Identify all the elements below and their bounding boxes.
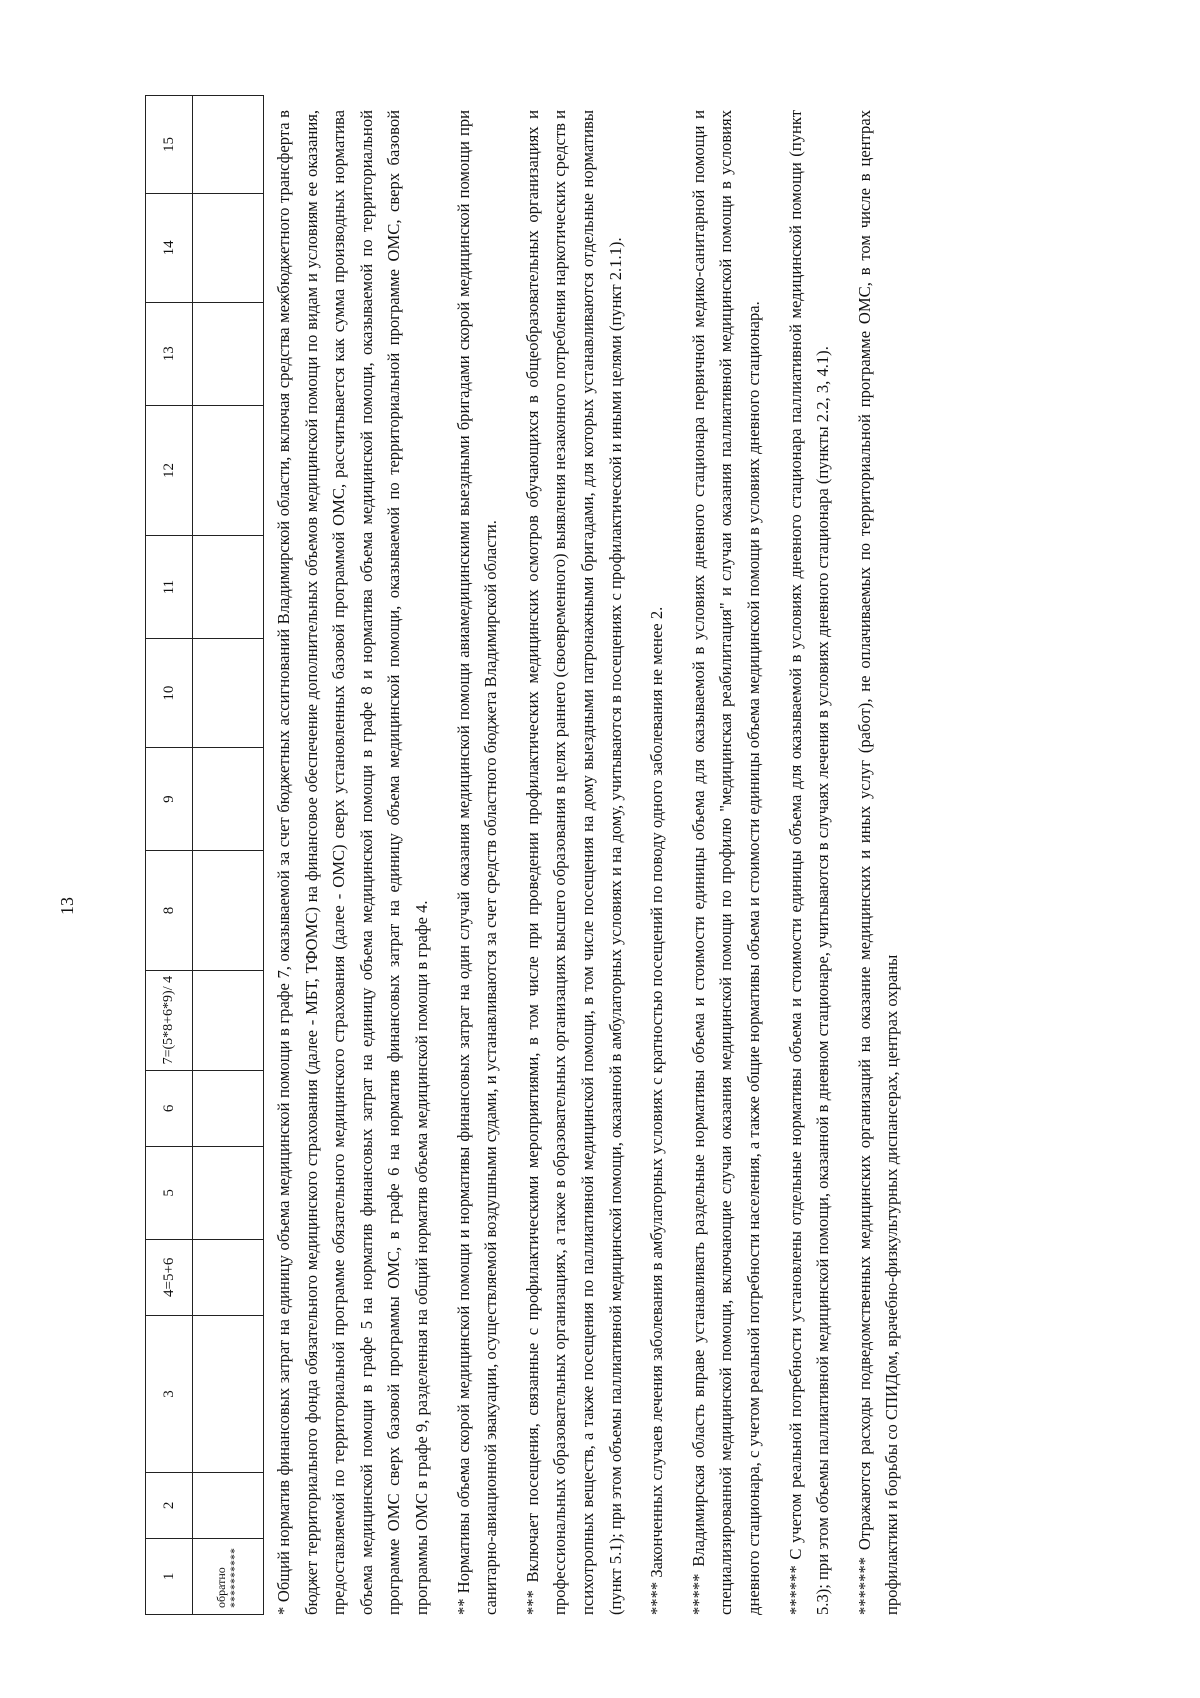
table-cell: обратно ********** <box>193 1538 264 1614</box>
header-cell: 11 <box>146 536 193 639</box>
table-cell <box>193 1070 264 1146</box>
header-cell: 1 <box>146 1538 193 1614</box>
rotated-page-content <box>57 95 1185 1615</box>
header-cell: 13 <box>146 302 193 405</box>
table-cell <box>193 639 264 748</box>
footnote: ******* Отражаются расходы подведомственных медицинских организаций на оказание медицинских и иных услуг (работ), не оплачиваемых по территориальной программе ОМС, в том числе в центрах профилактики и борьбы со СПИДом, врачебно-физкультурных диспансерах, центрах охраны <box>854 110 902 1615</box>
header-cell: 5 <box>146 1147 193 1240</box>
header-cell: 15 <box>146 96 193 194</box>
header-cell: 7=(5*8+6*9)/ 4 <box>146 970 193 1070</box>
header-cell: 3 <box>146 1315 193 1472</box>
footnote: ****** С учетом реальной потребности установлены отдельные нормативы объема и стоимости единицы объема для оказываемой в условиях дневного стационара паллиативной медицинской помощи (пункт 5.3); при этом объемы паллиативной медицинской помощи, оказанной в дневном стационаре, учитываются в случаях лечения в условиях дневного стационара (пункты 2.2, 3, 4.1). <box>785 110 833 1615</box>
footnote: **** Законченных случаев лечения заболевания в амбулаторных условиях с кратностью посещений по поводу одного заболевания не менее 2. <box>647 606 667 1615</box>
footnote: ***** Владимирская область вправе устанавливать раздельные нормативы объема и стоимости единицы объема для оказываемой в условиях дневного стационара первичной медико-санитарной помощи и специализированной медицинской помощи, включающие случаи оказания медицинской помощи по профилю "медицинская реабилитация" и случаи оказания паллиативной медицинской помощи в условиях дневного стационара, с учетом реальной потребности населения, а также общие нормативы объема и стоимости единицы объема медицинской помощи в условиях дневного стационара. <box>688 110 763 1615</box>
table-cell <box>193 1239 264 1315</box>
table-cell <box>193 747 264 850</box>
table-cell <box>193 194 264 303</box>
header-cell: 6 <box>146 1070 193 1146</box>
table-cell <box>193 405 264 535</box>
header-cell: 4=5+6 <box>146 1239 193 1315</box>
table-header-row <box>146 96 193 1615</box>
footnotes <box>270 110 920 1615</box>
table-cell <box>193 1315 264 1472</box>
footnote: * Общий норматив финансовых затрат на единицу объема медицинской помощи в графе 7, оказываемой за счет бюджетных ассигнований Владимирской области, включая средства межбюджетного трансферта в бюджет территориального фонда обязательного медицинского страхования (далее - МБТ, ТФОМС) на финансовое обеспечение дополнительных объемов медицинской помощи по видам и условиям ее оказания, предоставляемой по территориальной программе обязательного медицинского страхования (далее - ОМС) сверх установленных базовой программой ОМС, рассчитывается как сумма производных норматива объема медицинской помощи в графе 5 на норматив финансовых затрат на единицу объема медицинской помощи в графе 8 и норматива объема медицинской помощи, оказываемой по территориальной программе ОМС сверх базовой программы ОМС, в графе 6 на норматив финансовых затрат на единицу объема медицинской помощи, оказываемой по территориальной программе ОМС, сверх базовой программы ОМС в графе 9, разделенная на общий норматив объема медицинской помощи в графе 4. <box>274 110 431 1615</box>
header-cell: 8 <box>146 851 193 970</box>
header-cell: 2 <box>146 1473 193 1539</box>
table-cell <box>193 970 264 1070</box>
header-cell: 14 <box>146 194 193 303</box>
table-cell <box>193 536 264 639</box>
norms-table <box>145 95 264 1615</box>
footnote: *** Включает посещения, связанные с профилактическими мероприятиями, в том числе при проведении профилактических медицинских осмотров обучающихся в общеобразовательных организациях и профессиональных образовательных организациях, а также в образовательных организациях высшего образования в целях раннего (своевременного) выявления незаконного потребления наркотических средств и психотропных веществ, а также посещения по паллиативной медицинской помощи, в том числе посещения на дому выездными патронажными бригадами, для которых устанавливаются отдельные нормативы (пункт 5.1); при этом объемы паллиативной медицинской помощи, оказанной в амбулаторных условиях и на дому, учитываются в посещениях с профилактической и иными целями (пункт 2.1.1). <box>522 110 625 1615</box>
table-cell <box>193 302 264 405</box>
table-cell <box>193 96 264 194</box>
table-cell <box>193 1473 264 1539</box>
table-cell <box>193 851 264 970</box>
page-number: 13 <box>57 897 77 915</box>
table-cell <box>193 1147 264 1240</box>
table-row <box>193 96 264 1615</box>
footnote: ** Нормативы объема скорой медицинской помощи и нормативы финансовых затрат на один случай оказания медицинской помощи авиамедицинскими выездными бригадами скорой медицинской помощи при санитарно-авиационной эвакуации, осуществляемой воздушными судами, и устанавливаются за счет средств областного бюджета Владимирской области. <box>453 110 501 1615</box>
header-cell: 12 <box>146 405 193 535</box>
header-cell: 10 <box>146 639 193 748</box>
header-cell: 9 <box>146 747 193 850</box>
